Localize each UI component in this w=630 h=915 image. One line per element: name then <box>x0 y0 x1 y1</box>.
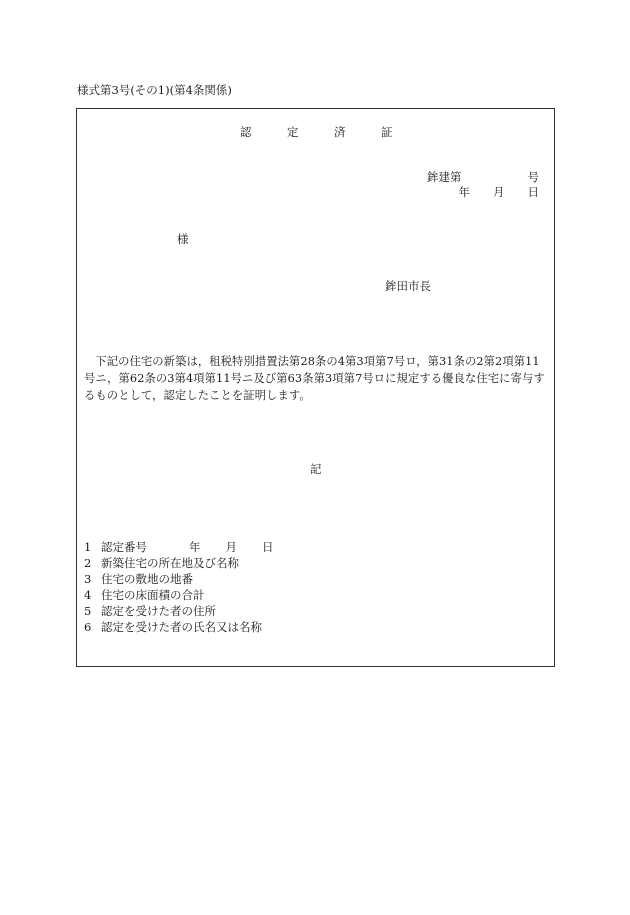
form-number: 様式第3号(その1)(第4条関係) <box>77 83 232 97</box>
item-label: 新築住宅の所在地及び名称 <box>101 556 239 570</box>
item-number: 3 <box>84 572 92 586</box>
item-number: 6 <box>84 620 92 634</box>
item-list <box>84 539 274 635</box>
certification-text: 下記の住宅の新築は，租税特別措置法第28条の4第3項第7号ロ，第31条の2第2項第11号ニ，第62条の3第4項第11号ニ及び第63条第3項第7号ロに規定する優良な住宅に寄与するものとして，認定したことを証明します。 <box>84 355 545 402</box>
list-item <box>84 619 274 635</box>
ki-heading: 記 <box>310 462 322 476</box>
title-char: 済 <box>334 125 346 139</box>
item-day: 日 <box>262 540 274 554</box>
item-label: 認定を受けた者の住所 <box>101 604 216 618</box>
item-label: 認定を受けた者の氏名又は名称 <box>101 620 262 634</box>
title-char: 定 <box>287 125 299 139</box>
item-label: 住宅の床面積の合計 <box>101 588 205 602</box>
item-month: 月 <box>225 540 237 554</box>
document-number <box>427 169 539 185</box>
doc-number-suffix: 号 <box>527 170 539 184</box>
certificate-frame <box>76 108 555 667</box>
list-item <box>84 571 274 587</box>
item-number: 1 <box>84 540 92 554</box>
item-label: 住宅の敷地の地番 <box>101 572 193 586</box>
date-month: 月 <box>493 185 505 199</box>
list-item <box>84 555 274 571</box>
document-title <box>240 124 428 140</box>
item-label: 認定番号 <box>101 540 147 554</box>
item-year: 年 <box>189 540 201 554</box>
list-item <box>84 587 274 603</box>
title-char: 認 <box>240 125 252 139</box>
item-number: 2 <box>84 556 92 570</box>
issuer: 鉾田市長 <box>385 279 431 293</box>
item-number: 4 <box>84 588 92 602</box>
date-day: 日 <box>527 185 539 199</box>
addressee: 様 <box>177 232 189 246</box>
title-char: 証 <box>381 125 393 139</box>
list-item <box>84 539 274 555</box>
issue-date <box>459 184 540 200</box>
date-year: 年 <box>458 185 470 199</box>
list-item <box>84 603 274 619</box>
item-number: 5 <box>84 604 92 618</box>
doc-number-prefix: 鉾建第 <box>427 170 462 184</box>
